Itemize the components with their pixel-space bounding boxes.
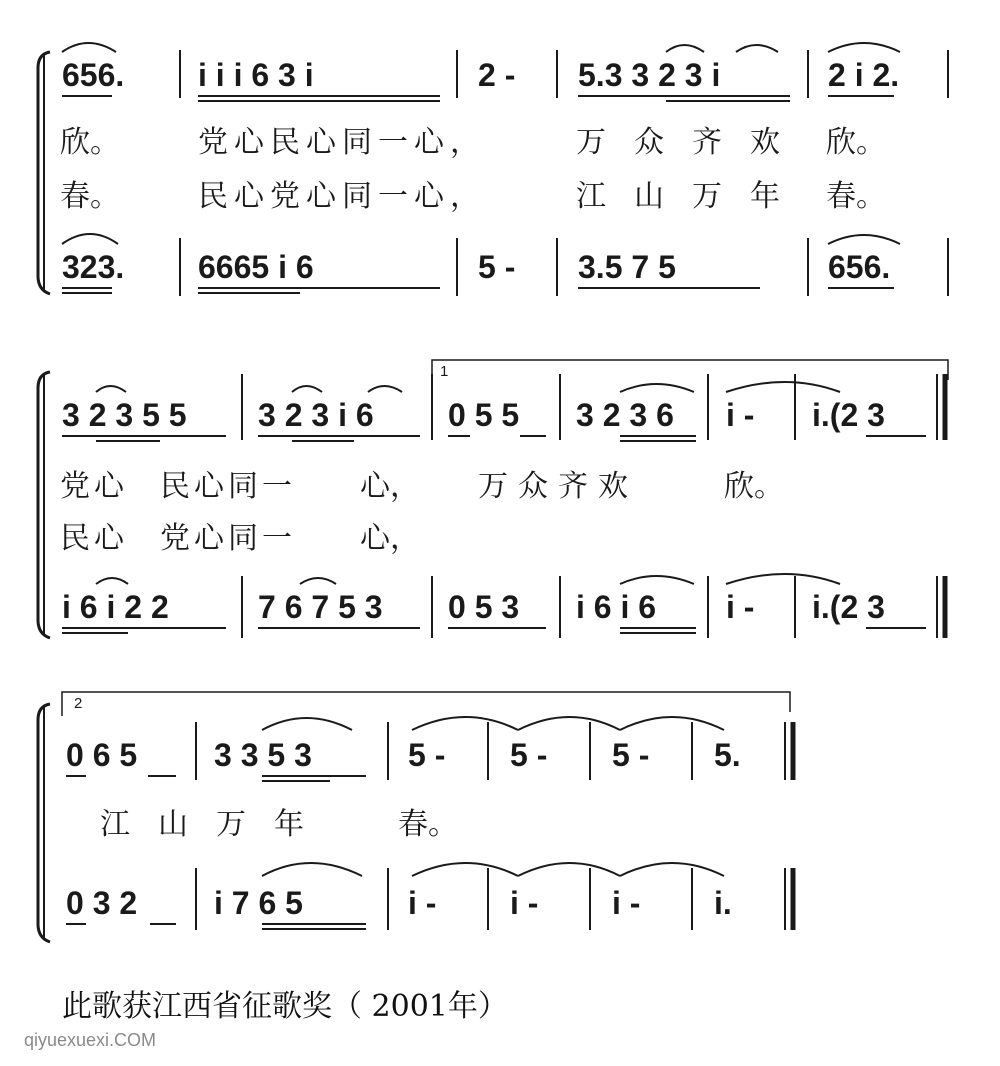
lyric: 心，: [360, 469, 420, 504]
lyric: 春。: [398, 807, 458, 842]
slur: [292, 386, 322, 392]
lower-measure-4: i -: [510, 885, 539, 921]
volta-2: [62, 692, 790, 716]
lyric: 江山万年: [576, 179, 808, 214]
lyric: 民心: [60, 521, 128, 556]
lower-measure-6: i.: [714, 885, 732, 921]
lyric: 党心同一: [160, 521, 296, 556]
slur: [518, 717, 620, 730]
lower-measure-1: i 6 i 2 2: [62, 589, 169, 625]
lower-measure-6: i.(2 3: [812, 589, 885, 625]
slur: [412, 717, 518, 730]
lower-measure-2: 6665 i 6: [198, 249, 314, 285]
lyrics-verse-2: [60, 179, 886, 214]
upper-measure-2: 3 2 3 i 6: [258, 397, 374, 433]
lyrics-verse-1: [60, 469, 784, 504]
upper-measure-4: 5.3 3 2 3 i: [578, 57, 721, 93]
upper-measure-4: 5 -: [510, 737, 548, 773]
lyric: 心，: [360, 521, 420, 556]
upper-measure-6: i.(2 3: [812, 397, 885, 433]
upper-measure-1: 3 2 3 5 5: [62, 397, 187, 433]
lyric: 欣。: [724, 469, 784, 504]
lower-measure-5: i -: [612, 885, 641, 921]
slur: [62, 43, 116, 52]
slur: [412, 863, 518, 876]
slur: [262, 863, 362, 876]
lower-measure-4: 3.5 7 5: [578, 249, 676, 285]
upper-measure-4: 3 2 3 6: [576, 397, 674, 433]
lyric: 万众齐欢: [576, 125, 808, 160]
slur: [96, 578, 128, 584]
lyrics-verse-2: [60, 521, 420, 556]
lyric: 欣。: [60, 125, 120, 160]
slur: [620, 576, 694, 584]
slur: [726, 574, 840, 584]
award-caption: 此歌获江西省征歌奖（ 2001年）: [62, 989, 508, 1024]
slur: [620, 384, 694, 392]
lower-measure-3: 5 -: [478, 249, 516, 285]
slur: [828, 235, 900, 244]
lyric: 春。: [826, 179, 886, 214]
volta-1: [432, 360, 948, 392]
slur: [666, 45, 704, 52]
upper-measure-3: 0 5 5: [448, 397, 520, 433]
system-3: [38, 692, 793, 942]
upper-measure-3: 2 -: [478, 57, 516, 93]
upper-measure-1: 656.: [62, 57, 125, 93]
lower-measure-3: i -: [408, 885, 437, 921]
volta-2-label: 2: [74, 695, 83, 712]
lyric: 春。: [60, 179, 120, 214]
lower-measure-1: 0 3 2: [66, 885, 138, 921]
slur: [300, 578, 336, 584]
slur: [620, 717, 724, 730]
lyric: 党心民心同一心，: [198, 125, 486, 160]
slur: [62, 234, 118, 244]
lower-measure-4: i 6 i 6: [576, 589, 657, 625]
lower-measure-5: i -: [726, 589, 755, 625]
slur: [96, 386, 126, 392]
upper-measure-5: 5 -: [612, 737, 650, 773]
lyric: 党心: [60, 469, 128, 504]
lower-measure-3: 0 5 3: [448, 589, 520, 625]
site-watermark: qiyuexuexi.COM: [24, 1030, 157, 1050]
upper-measure-1: 0 6 5: [66, 737, 138, 773]
lyric: 民心党心同一心，: [198, 179, 486, 214]
lyrics: [100, 807, 458, 842]
upper-measure-2: i i i 6 3 i: [198, 57, 314, 93]
lower-measure-1: 323.: [62, 249, 125, 285]
slur: [736, 45, 778, 52]
slur: [620, 863, 724, 876]
lower-measure-2: 7 6 7 5 3: [258, 589, 383, 625]
upper-measure-3: 5 -: [408, 737, 446, 773]
system-2: [38, 360, 948, 638]
slur: [368, 386, 402, 392]
upper-measure-2: 3 3 5 3: [214, 737, 312, 773]
system-1: [38, 43, 948, 296]
slur: [518, 863, 620, 876]
upper-measure-6: 5.: [714, 737, 741, 773]
upper-measure-5: 2 i 2.: [828, 57, 900, 93]
lyrics-verse-1: [60, 125, 886, 160]
slur: [262, 718, 352, 730]
slur: [828, 43, 900, 52]
lower-measure-5: 656.: [828, 249, 891, 285]
lyric: 欣。: [826, 125, 886, 160]
lower-measure-2: i 7 6 5: [214, 885, 303, 921]
lyric: 民心同一: [160, 469, 296, 504]
slur: [726, 382, 840, 392]
volta-1-label: 1: [440, 363, 449, 380]
lyric: 江山万年: [100, 807, 332, 842]
upper-measure-5: i -: [726, 397, 755, 433]
lyric: 万众齐欢: [478, 469, 638, 504]
